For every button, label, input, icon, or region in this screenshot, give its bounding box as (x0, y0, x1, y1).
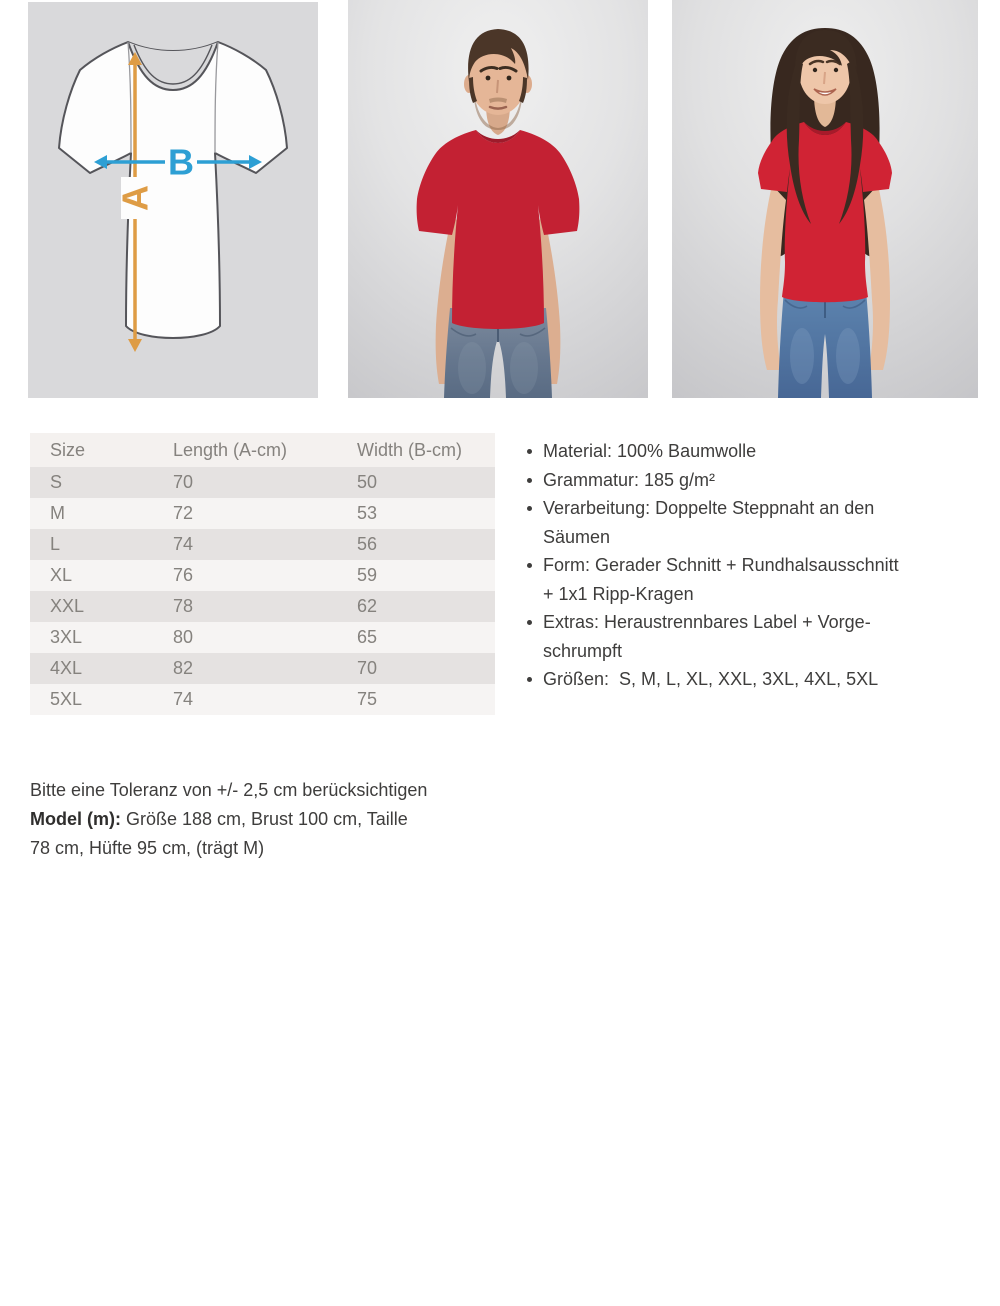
table-header-row (30, 433, 495, 467)
size-cell: XL (30, 560, 173, 591)
length-cell: 70 (173, 467, 357, 498)
model-measurements: Model (m): Größe 188 cm, Brust 100 cm, Taille (30, 809, 408, 829)
list-item-form: Form: Gerader Schnitt + Rundhalsausschnitt + 1x1 Ripp-Kragen (524, 551, 974, 608)
size-diagram-tile (28, 2, 318, 398)
size-cell: L (30, 529, 173, 560)
list-item-groessen: Größen: S, M, L, XL, XXL, 3XL, 4XL, 5XL (524, 665, 974, 694)
table-row (30, 560, 495, 591)
size-cell: 4XL (30, 653, 173, 684)
length-cell: 74 (173, 529, 357, 560)
length-cell: 80 (173, 622, 357, 653)
size-cell: XXL (30, 591, 173, 622)
table-row (30, 529, 495, 560)
length-cell: 78 (173, 591, 357, 622)
size-cell: S (30, 467, 173, 498)
tshirt-measurement-diagram (28, 2, 318, 398)
table-row (30, 684, 495, 715)
tolerance-note: Bitte eine Toleranz von +/- 2,5 cm berücksichtigen (30, 780, 428, 800)
size-cell: 3XL (30, 622, 173, 653)
size-cell: M (30, 498, 173, 529)
width-cell: 53 (357, 498, 495, 529)
female-model-photo (672, 0, 978, 398)
width-cell: 56 (357, 529, 495, 560)
width-cell: 59 (357, 560, 495, 591)
list-item-extras: Extras: Heraustrennbares Label + Vorge- schrumpft (524, 608, 974, 665)
measure-label-a: A (114, 185, 156, 211)
length-cell: 82 (173, 653, 357, 684)
width-cell: 62 (357, 591, 495, 622)
size-table (30, 433, 495, 715)
female-model-illustration (672, 0, 978, 398)
product-details-list (524, 437, 974, 694)
model-measurements-continued: 78 cm, Hüfte 95 cm, (trägt M) (30, 838, 265, 858)
list-item-grammatur: Grammatur: 185 g/m² (524, 466, 974, 495)
length-cell: 76 (173, 560, 357, 591)
list-item-material: Material: 100% Baumwolle (524, 437, 974, 466)
table-row (30, 591, 495, 622)
size-cell: 5XL (30, 684, 173, 715)
table-row (30, 498, 495, 529)
model-label: Model (m): (30, 809, 121, 829)
measure-label-b: B (168, 141, 194, 183)
width-cell: 65 (357, 622, 495, 653)
list-item-verarbeitung: Verarbeitung: Doppelte Steppnaht an den Säumen (524, 494, 974, 551)
male-model-illustration (348, 0, 648, 398)
col-header-width: Width (B-cm) (357, 433, 495, 467)
col-header-size: Size (30, 433, 173, 467)
width-cell: 50 (357, 467, 495, 498)
length-cell: 74 (173, 684, 357, 715)
length-cell: 72 (173, 498, 357, 529)
col-header-length: Length (A-cm) (173, 433, 357, 467)
width-cell: 75 (357, 684, 495, 715)
table-row (30, 622, 495, 653)
male-model-photo (348, 0, 648, 398)
notes (30, 776, 510, 863)
table-row (30, 467, 495, 498)
width-cell: 70 (357, 653, 495, 684)
table-row (30, 653, 495, 684)
